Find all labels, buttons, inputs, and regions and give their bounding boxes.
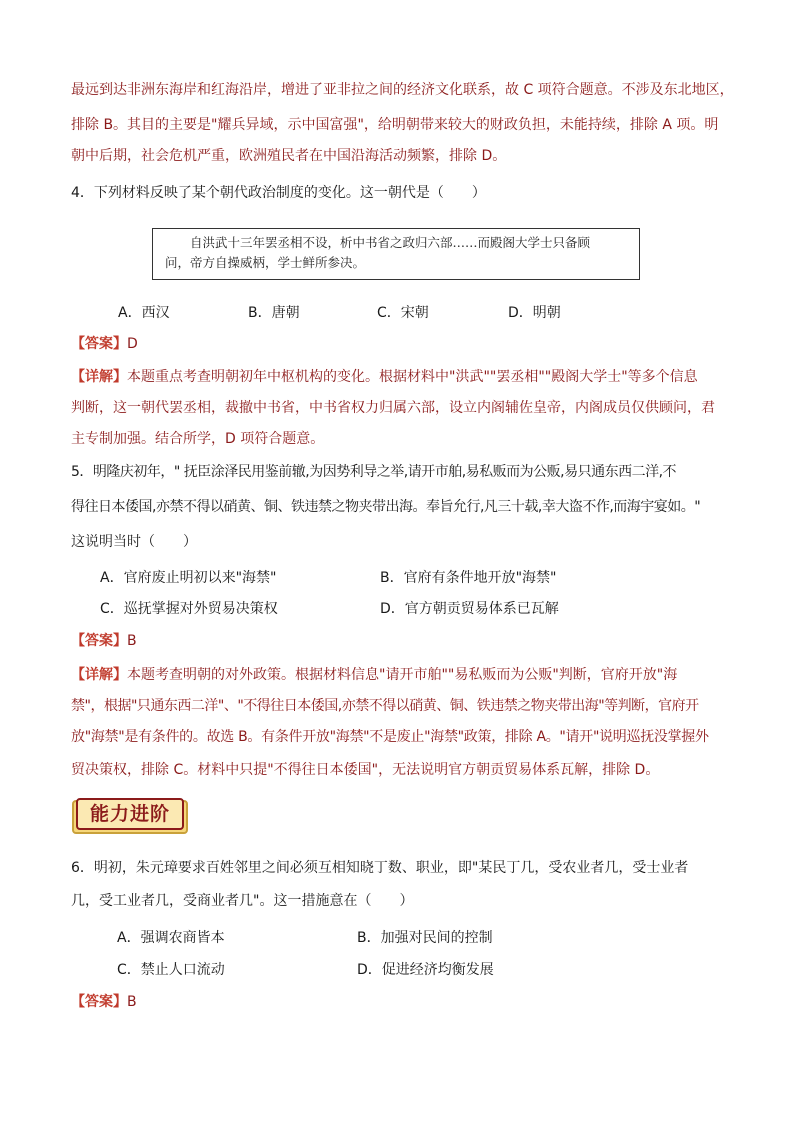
q5-detail-text-1: 本题考查明朝的对外政策。根据材料信息"请开市舶""易私贩而为公贩"判断，官府开放"海 bbox=[127, 667, 678, 683]
q4-answer bbox=[71, 334, 138, 354]
q5-answer-tag: 【答案】 bbox=[71, 633, 127, 649]
q6-answer-value: B bbox=[127, 994, 137, 1010]
q4-detail-line-3: 主专制加强。结合所学，D 项符合题意。 bbox=[71, 431, 325, 447]
q5-detail-line-2: 禁"，根据"只通东西二洋"、"不得往日本倭国,亦禁不得以硝黄、铜、铁违禁之物夹带出海"等判断，官府开 bbox=[71, 698, 699, 714]
q5-answer bbox=[71, 631, 137, 651]
q5-detail-line-3: 放"海禁"是有条件的。故选 B。有条件开放"海禁"不是废止"海禁"政策，排除 A。"请开"说明巡抚没掌握外 bbox=[71, 729, 709, 745]
q5-option-d: D．官方朝贡贸易体系已瓦解 bbox=[380, 601, 559, 617]
q5-option-a: A．官府废止明初以来"海禁" bbox=[100, 570, 277, 586]
q4-detail-tag: 【详解】 bbox=[71, 369, 127, 385]
q4-option-d: D．明朝 bbox=[508, 305, 561, 321]
q4-detail-line-1 bbox=[71, 367, 698, 387]
q4-answer-tag: 【答案】 bbox=[71, 336, 127, 352]
q5-stem-line-2: 得往日本倭国,亦禁不得以硝黄、铜、铁违禁之物夹带出海。奉旨允行,凡三十载,幸大盗不作,而海宇宴如。" bbox=[71, 499, 701, 515]
q5-option-b: B．官府有条件地开放"海禁" bbox=[380, 570, 557, 586]
q4-quote-line-2: 问，帝方自操威柄，学士鲜所参决。 bbox=[165, 255, 366, 270]
q4-quote-box bbox=[152, 228, 640, 280]
q4-detail-text-1: 本题重点考查明朝初年中枢机构的变化。根据材料中"洪武""罢丞相""殿阁大学士"等多个信息 bbox=[127, 369, 698, 385]
q5-detail-line-1 bbox=[71, 665, 677, 685]
q4-option-a: A．西汉 bbox=[118, 305, 170, 321]
q4-quote-line-1: 自洪武十三年罢丞相不设，析中书省之政归六部……而殿阁大学士只备顾 bbox=[190, 235, 591, 250]
q6-option-d: D．促进经济均衡发展 bbox=[357, 962, 494, 978]
prev-explanation-line-1: 最远到达非洲东海岸和红海沿岸，增进了亚非拉之间的经济文化联系，故 C 项符合题意。不涉及东北地区， bbox=[71, 82, 734, 98]
q6-option-b: B．加强对民间的控制 bbox=[357, 930, 493, 946]
q5-answer-value: B bbox=[127, 633, 137, 649]
q4-option-b: B．唐朝 bbox=[248, 305, 300, 321]
q6-stem-line-1: 6．明初，朱元璋要求百姓邻里之间必须互相知晓丁数、职业，即"某民丁几，受农业者几，受士业者 bbox=[71, 860, 689, 876]
q4-detail-line-2: 判断，这一朝代罢丞相，裁撤中书省，中书省权力归属六部，设立内阁辅佐皇帝，内阁成员仅供顾问，君 bbox=[71, 400, 715, 416]
section-badge-label: 能力进阶 bbox=[76, 798, 184, 830]
section-badge bbox=[72, 796, 190, 836]
q5-detail-line-4: 贸决策权，排除 C。材料中只提"不得往日本倭国"，无法说明官方朝贡贸易体系瓦解，排除 D。 bbox=[71, 762, 660, 778]
q6-stem-line-2: 几，受工业者几，受商业者几"。这一措施意在（ ） bbox=[71, 893, 414, 909]
prev-explanation-line-2: 排除 B。其目的主要是"耀兵异域，示中国富强"，给明朝带来较大的财政负担，未能持续，排除 A 项。明 bbox=[71, 117, 719, 133]
q6-option-a: A．强调农商皆本 bbox=[117, 930, 225, 946]
prev-explanation-line-3: 朝中后期，社会危机严重，欧洲殖民者在中国沿海活动频繁，排除 D。 bbox=[71, 148, 507, 164]
q4-option-c: C．宋朝 bbox=[377, 305, 429, 321]
q4-stem: 4．下列材料反映了某个朝代政治制度的变化。这一朝代是（ ） bbox=[71, 185, 486, 201]
q6-answer-tag: 【答案】 bbox=[71, 994, 127, 1010]
q6-option-c: C．禁止人口流动 bbox=[117, 962, 225, 978]
q5-stem-line-1: 5．明隆庆初年，" 抚臣涂泽民用鉴前辙,为因势利导之举,请开市舶,易私贩而为公贩,易只通东西二洋,不 bbox=[71, 464, 677, 480]
q4-answer-value: D bbox=[127, 336, 138, 352]
q6-answer bbox=[71, 992, 137, 1012]
q5-stem-line-3: 这说明当时（ ） bbox=[71, 534, 197, 550]
q5-detail-tag: 【详解】 bbox=[71, 667, 127, 683]
q5-option-c: C．巡抚掌握对外贸易决策权 bbox=[100, 601, 278, 617]
